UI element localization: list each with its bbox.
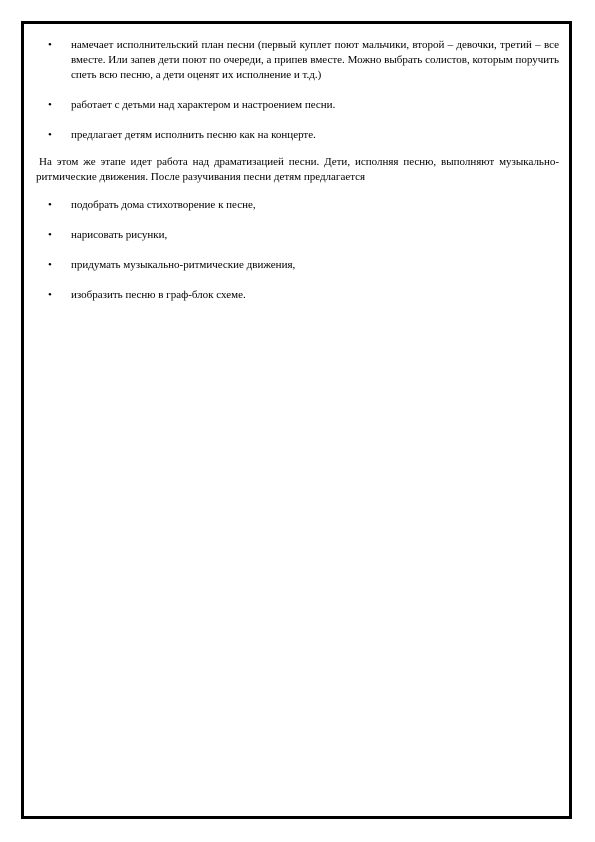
list-item-text: предлагает детям исполнить песню как на концерте. bbox=[71, 129, 316, 141]
list-item-text: работает с детьми над характером и настроением песни. bbox=[71, 99, 336, 111]
bullet-icon: • bbox=[48, 39, 52, 51]
bullet-icon: • bbox=[48, 259, 52, 271]
list-item bbox=[36, 128, 559, 143]
list-item-text: изобразить песню в граф-блок схеме. bbox=[71, 289, 246, 301]
bullet-icon: • bbox=[48, 99, 52, 111]
document-body bbox=[36, 38, 559, 303]
list-item-text: придумать музыкально-ритмические движения, bbox=[71, 259, 296, 271]
body-paragraph: На этом же этапе идет работа над драматизацией песни. Дети, исполняя песню, выполняют музыкально-ритмические движения. После разучивания песни детям предлагается bbox=[36, 156, 559, 183]
list-item-text: намечает исполнительский план песни (первый куплет поют мальчики, второй – девочки, третий – все вместе. Или запев дети поют по очереди, а припев вместе. Можно выбрать солистов, которым поручить спеть всю песню, а дети оценят их исполнение и т.д.) bbox=[71, 39, 559, 81]
list-item bbox=[36, 288, 559, 303]
bullet-icon: • bbox=[48, 289, 52, 301]
list-item bbox=[36, 258, 559, 273]
bullet-icon: • bbox=[48, 229, 52, 241]
list-item-text: нарисовать рисунки, bbox=[71, 229, 168, 241]
list-item-text: подобрать дома стихотворение к песне, bbox=[71, 199, 256, 211]
bullet-icon: • bbox=[48, 199, 52, 211]
list-item bbox=[36, 98, 559, 113]
list-item bbox=[36, 198, 559, 213]
bullet-icon: • bbox=[48, 129, 52, 141]
list-item bbox=[36, 38, 559, 83]
list-item bbox=[36, 228, 559, 243]
